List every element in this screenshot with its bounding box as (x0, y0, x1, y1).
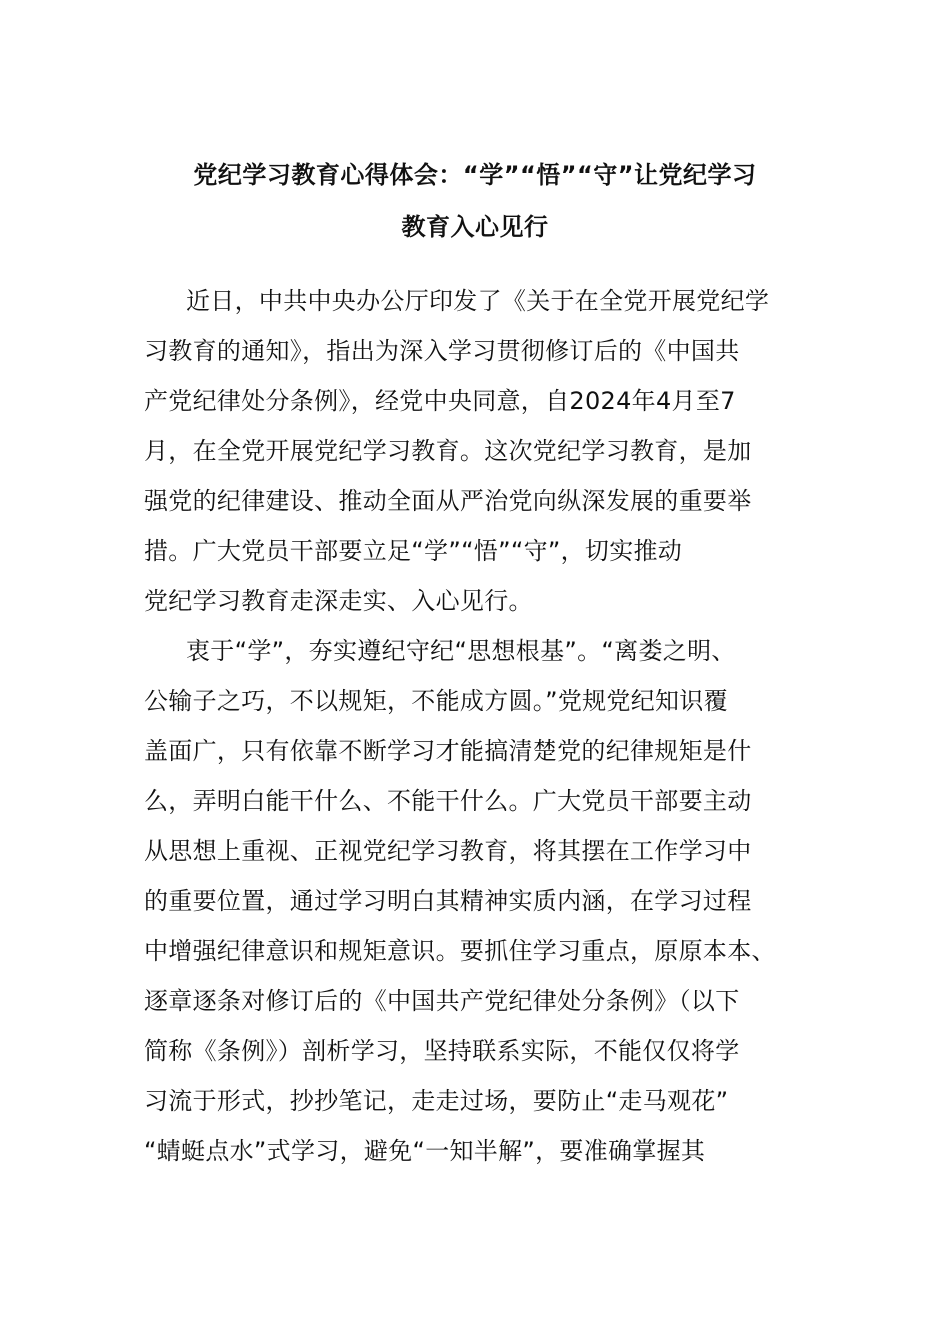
paragraph-2-line-2: 公输子之巧，不以规矩，不能成方圆。”党规党纪知识覆 (144, 687, 728, 715)
paragraph-1-line-6: 措。广大党员干部要立足“学”“悟”“守”，切实推动 (144, 537, 683, 565)
paragraph-2-line-11: “蜻蜓点水”式学习，避免“一知半解”，要准确掌握其 (144, 1137, 706, 1165)
paragraph-2-line-5: 从思想上重视、正视党纪学习教育，将其摆在工作学习中 (144, 837, 752, 865)
document-title-line-2: 教育入心见行 (401, 213, 549, 241)
paragraph-2-line-7: 中增强纪律意识和规矩意识。要抓住学习重点，原原本本、 (144, 937, 776, 965)
paragraph-2-line-1: 衷于“学”，夯实遵纪守纪“思想根基”。“离娄之明、 (186, 637, 736, 665)
paragraph-1-line-3: 产党纪律处分条例》，经党中央同意，自2024年4月至7 (144, 387, 736, 415)
paragraph-2-line-8: 逐章逐条对修订后的《中国共产党纪律处分条例》（以下 (144, 987, 740, 1015)
paragraph-1-line-4: 月，在全党开展党纪学习教育。这次党纪学习教育，是加 (144, 437, 752, 465)
paragraph-2-line-10: 习流于形式，抄抄笔记，走走过场，要防止“走马观花” (144, 1087, 729, 1115)
paragraph-2-line-9: 简称《条例》）剖析学习，坚持联系实际，不能仅仅将学 (144, 1037, 740, 1065)
paragraph-1-line-5: 强党的纪律建设、推动全面从严治党向纵深发展的重要举 (144, 487, 752, 515)
paragraph-1-line-1: 近日，中共中央办公厅印发了《关于在全党开展党纪学 (186, 287, 770, 315)
paragraph-2-line-3: 盖面广，只有依靠不断学习才能搞清楚党的纪律规矩是什 (144, 737, 752, 765)
paragraph-2-line-6: 的重要位置，通过学习明白其精神实质内涵，在学习过程 (144, 887, 752, 915)
paragraph-1-line-2: 习教育的通知》，指出为深入学习贯彻修订后的《中国共 (144, 337, 740, 365)
paragraph-2-line-4: 么，弄明白能干什么、不能干什么。广大党员干部要主动 (144, 787, 752, 815)
paragraph-1-line-7: 党纪学习教育走深走实、入心见行。 (144, 587, 533, 615)
document-title-line-1: 党纪学习教育心得体会：“学”“悟”“守”让党纪学习 (193, 161, 757, 189)
